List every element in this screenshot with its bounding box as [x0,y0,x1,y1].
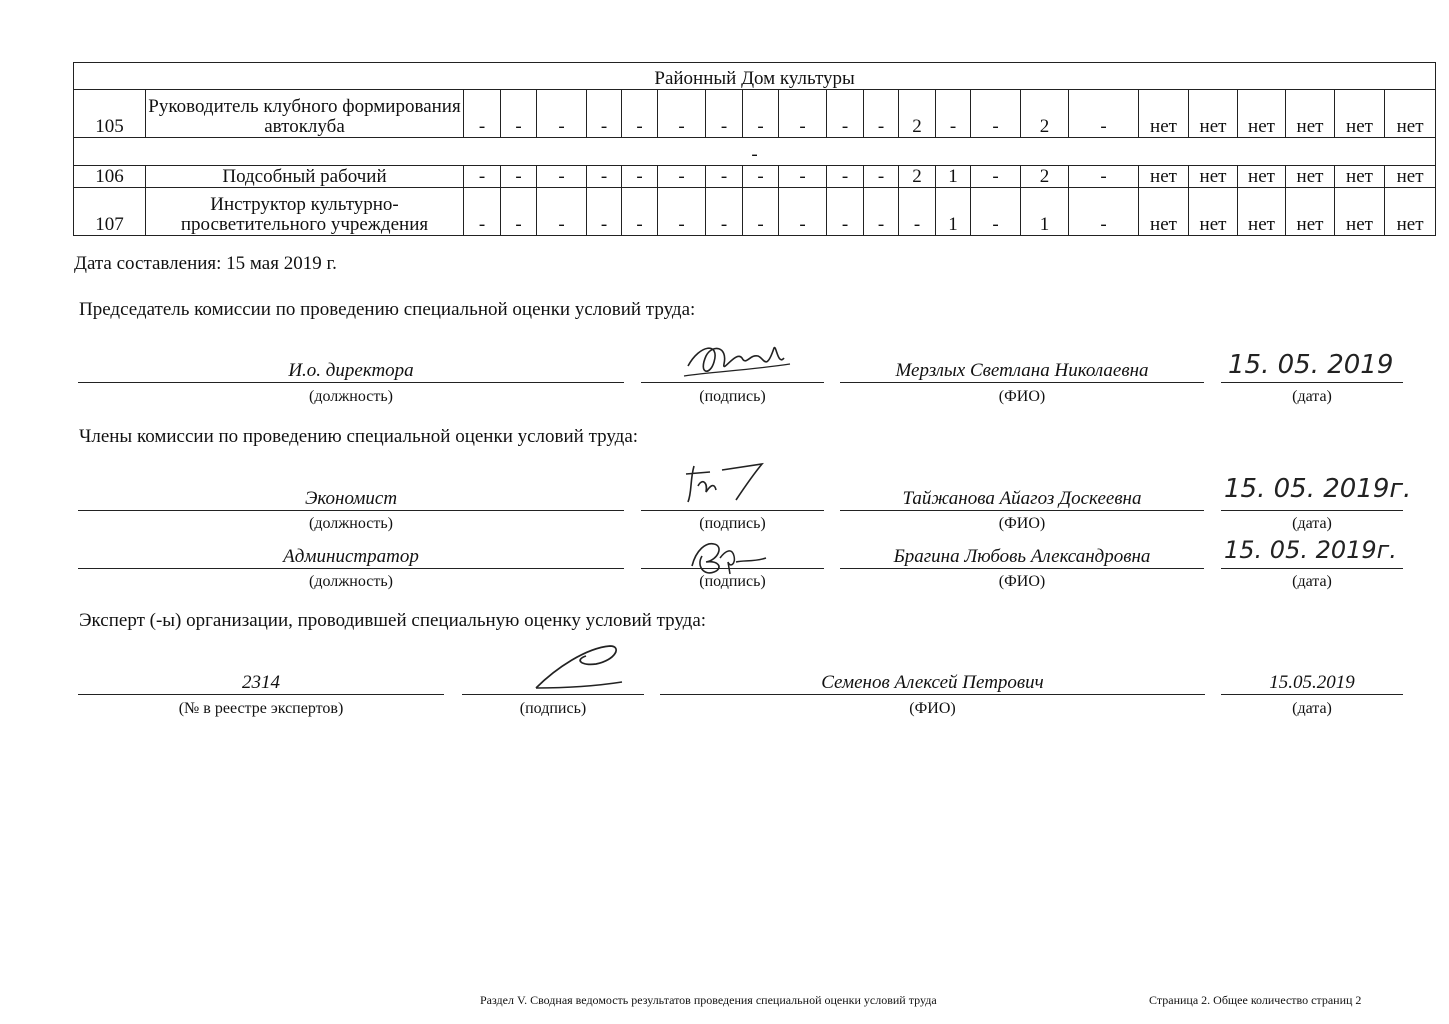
table-cell: - [864,90,899,138]
table-cell: - [658,166,706,188]
table-cell: нет [1286,90,1335,138]
caption-position: (должность) [309,388,393,405]
caption-date: (дата) [1292,515,1332,532]
table-cell: - [1069,166,1139,188]
caption-signature: (подпись) [519,700,587,717]
table-cell: - [827,90,864,138]
table-cell: 1 [936,188,971,236]
row-number: 107 [74,188,146,236]
table-cell: - [743,90,779,138]
table-cell: - [622,166,658,188]
table-cell: - [537,166,587,188]
caption-date: (дата) [1292,388,1332,405]
table-cell: - [864,166,899,188]
table-cell: нет [1189,188,1238,236]
table-row [74,90,1436,138]
table-cell: нет [1335,90,1385,138]
caption-fio: (ФИО) [998,388,1046,405]
table-cell: - [779,166,827,188]
chairman-fio-field: Мерзлых Светлана Николаевна [840,356,1204,383]
row-position-name: Руководитель клубного формирования автоклуба [146,90,464,138]
table-cell: 2 [899,166,936,188]
row-number: 106 [74,166,146,188]
table-cell: - [587,188,622,236]
caption-fio: (ФИО) [998,573,1046,590]
table-cell: - [706,90,743,138]
member2-fio-field: Брагина Любовь Александровна [840,542,1204,569]
caption-signature: (подпись) [699,515,766,532]
caption-position: (должность) [309,573,393,590]
table-cell: - [658,188,706,236]
row-position-name: Подсобный рабочий [146,166,464,188]
table-cell: - [743,188,779,236]
member1-position-field: Экономист [78,484,624,511]
section-title: Районный Дом культуры [74,63,1436,90]
table-cell: 1 [936,166,971,188]
caption-date: (дата) [1292,700,1332,717]
table-cell: нет [1238,188,1286,236]
footer-page-info: Страница 2. Общее количество страниц 2 [1149,993,1362,1007]
table-cell: - [827,188,864,236]
table-separator-row [74,138,1436,166]
row-position-name: Инструктор культурно-просветительного учреждения [146,188,464,236]
caption-position: (должность) [309,515,393,532]
table-cell: - [464,90,501,138]
table-row [74,188,1436,236]
caption-date: (дата) [1292,573,1332,590]
table-cell: нет [1385,166,1436,188]
table-cell: - [827,166,864,188]
chairman-position-field: И.о. директора [78,356,624,383]
table-cell: - [971,166,1021,188]
expert-registry-field: 2314 [78,668,444,695]
table-cell: нет [1238,90,1286,138]
chairman-heading: Председатель комиссии по проведению специальной оценки условий труда: [79,299,696,320]
chairman-signature-icon [680,336,795,386]
results-table [73,62,1436,236]
table-cell: - [622,90,658,138]
table-cell: - [779,188,827,236]
row-number: 105 [74,90,146,138]
table-cell: нет [1286,188,1335,236]
table-cell: нет [1139,90,1189,138]
table-cell: нет [1238,166,1286,188]
table-cell: 2 [1021,90,1069,138]
table-cell: - [864,188,899,236]
member2-signature-icon [684,536,774,576]
table-cell: нет [1139,166,1189,188]
expert-heading: Эксперт (-ы) организации, проводившей специальную оценку условий труда: [79,610,707,631]
table-cell: нет [1189,90,1238,138]
table-cell: - [743,166,779,188]
table-cell: нет [1286,166,1335,188]
expert-fio-field: Семенов Алексей Петрович [660,668,1205,695]
table-cell: 2 [899,90,936,138]
table-cell: - [936,90,971,138]
member1-signature-icon [680,460,770,505]
table-cell: нет [1335,166,1385,188]
table-cell: - [779,90,827,138]
table-cell: - [1069,90,1139,138]
footer-section-title: Раздел V. Сводная ведомость результатов проведения специальной оценки условий труда [480,993,937,1007]
table-cell: - [501,90,537,138]
table-cell: - [587,166,622,188]
expert-date-field: 15.05.2019 [1221,668,1403,695]
table-cell: - [622,188,658,236]
table-cell: - [899,188,936,236]
table-cell: - [587,90,622,138]
table-cell: 1 [1021,188,1069,236]
table-cell: - [971,90,1021,138]
table-cell: - [464,188,501,236]
caption-fio: (ФИО) [998,515,1046,532]
table-cell: нет [1139,188,1189,236]
table-cell: - [971,188,1021,236]
table-cell: - [464,166,501,188]
table-cell: - [537,90,587,138]
table-cell: - [1069,188,1139,236]
member1-date-handwritten: 15. 05. 2019г. [1224,474,1412,504]
table-section-row [74,63,1436,90]
table-cell: - [537,188,587,236]
member1-fio-field: Тайжанова Айагоз Доскеевна [840,484,1204,511]
table-cell: - [706,166,743,188]
table-cell: - [658,90,706,138]
table-cell: нет [1189,166,1238,188]
caption-registry: (№ в реестре экспертов) [178,700,344,717]
table-row [74,166,1436,188]
table-cell: - [501,188,537,236]
date-compiled: Дата составления: 15 мая 2019 г. [74,253,337,274]
table-cell: нет [1385,188,1436,236]
caption-signature: (подпись) [699,388,766,405]
member2-position-field: Администратор [78,542,624,569]
table-cell: - [501,166,537,188]
table-cell: - [706,188,743,236]
table-cell: 2 [1021,166,1069,188]
caption-fio: (ФИО) [909,700,956,717]
separator-cell: - [74,138,1436,166]
member2-date-handwritten: 15. 05. 2019г. [1224,536,1397,564]
chairman-date-handwritten: 15. 05. 2019 [1228,350,1394,380]
caption-signature: (подпись) [699,573,766,590]
table-cell: нет [1335,188,1385,236]
expert-signature-icon [526,640,626,695]
table-cell: нет [1385,90,1436,138]
members-heading: Члены комиссии по проведению специальной оценки условий труда: [79,426,639,447]
